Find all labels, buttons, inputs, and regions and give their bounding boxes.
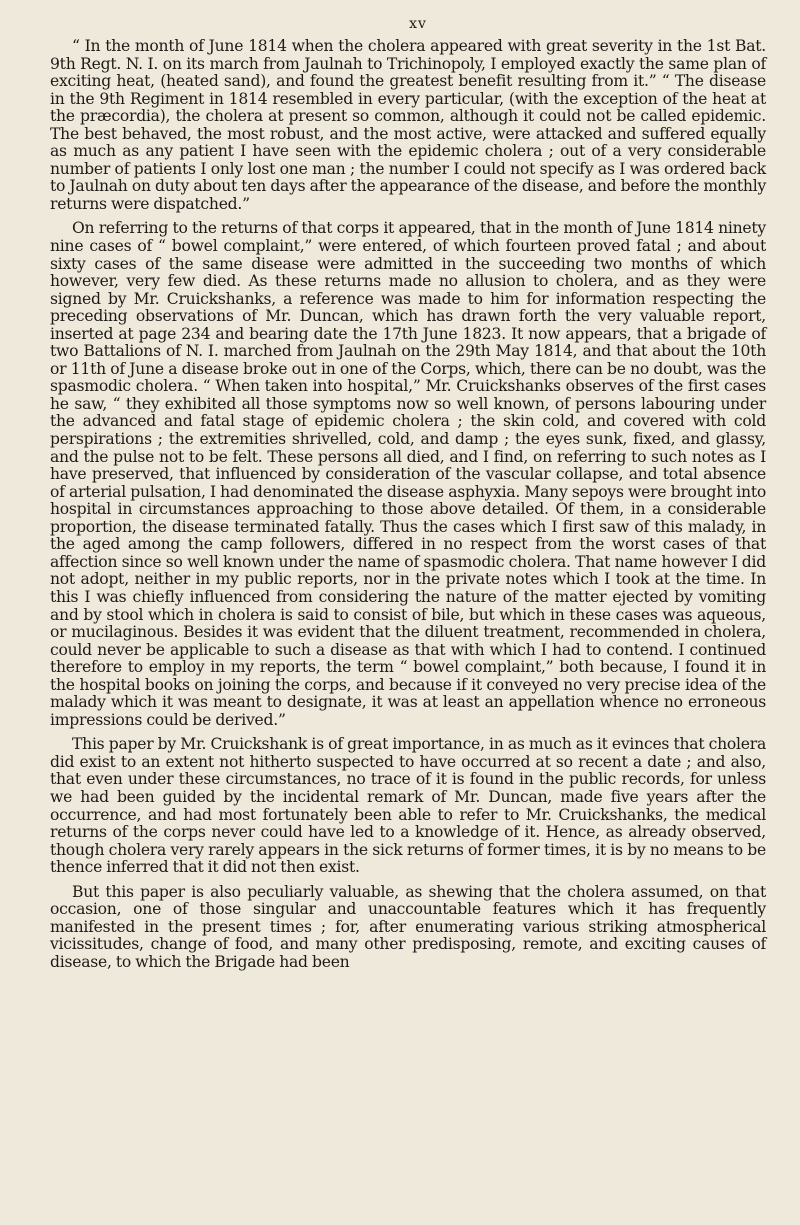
paragraph-cruickshank-importance: This paper by Mr. Cruickshank is of great importance, in as much as it evinces that cholera did exist to an extent not hitherto suspected to have occurred at so recent a date ; and also, that even under these circumstances, no trace of it is found in the public records, for unless we had been guided by the incidental remark of Mr. Duncan, made five years after the occurrence, and had most fortunately been able to refer to Mr. Cruickshanks, the medical returns of the corps never could have led to a knowledge of it. Hence, as already observed, though cholera very rarely appears in the sick returns of former times, it is by no means to be thence inferred that it did not then exist. [50,735,766,877]
paragraph-returns-reference: On referring to the returns of that corps it appeared, that in the month of June 1814 ninety nine cases of “ bowel complaint,” were entered, of which fourteen proved fatal ; and about sixty cases of the same disease were admitted in the succeeding two months of which however, very few died. As these returns made no allusion to cholera, and as they were signed by Mr. Cruickshanks, a reference was made to him for information respecting the preceding observations of Mr. Duncan, which has drawn forth the very valuable report, inserted at page 234 and bearing date the 17th June 1823. It now appears, that a brigade of two Battalions of N. I. marched from Jaulnah on the 29th May 1814, and that about the 10th or 11th of June a disease broke out in one of the Corps, which, there can be no doubt, was the spasmodic cholera. “ When taken into hospital,” Mr. Cruickshanks observes of the first cases he saw, “ they exhibited all those symptoms now so well known, of persons labouring under the advanced and fatal stage of epidemic cholera ; the skin cold, and covered with cold perspirations ; the extremities shrivelled, cold, and damp ; the eyes sunk, fixed, and glassy, and the pulse not to be felt. These persons all died, and I find, on referring to such notes as I have preserved, that influenced by consideration of the vascular collapse, and total absence of arterial pulsation, I had denominated the disease asphyxia. Many sepoys were brought into hospital in circumstances approaching to those above detailed. Of them, in a considerable proportion, the disease terminated fatally. Thus the cases which I first saw of this malady, in the aged among the camp followers, differed in no respect from the worst cases of that affection since so well known under the name of spasmodic cholera. That name however I did not adopt, neither in my public reports, nor in the private notes which I took at the time. In this I was chiefly influenced from considering the nature of the matter ejected by vomiting and by stool which in cholera is said to consist of bile, but which in these cases was aqueous, or mucilaginous. Besides it was evident that the diluent treatment, recommended in cholera, could never be applicable to such a disease as that with which I had to contend. I continued therefore to employ in my reports, the term “ bowel complaint,” both because, I found it in the hospital books on joining the corps, and because if it conveyed no very precise idea of the malady which it was meant to designate, it was at least an appellation whence no erroneous impressions could be derived.” [50,219,766,729]
paragraph-jaulnah-report: “ In the month of June 1814 when the cholera appeared with great severity in the 1st Bat. 9th Regt. N. I. on its march from Jaulnah to Trichinopoly, I employed exactly the same plan of exciting heat, (heated sand), and found the greatest benefit resulting from it.” “ The disease in the 9th Regiment in 1814 resembled in every particular, (with the exception of the heat at the præcordia), the cholera at present so common, although it could not be called epidemic. The best behaved, the most robust, and the most active, were attacked and suffered equally as much as any patient I have seen with the epidemic cholera ; out of a very considerable number of patients I only lost one man ; the number I could not specify as I was ordered back to Jaulnah on duty about ten days after the appearance of the disease, and before the monthly returns were dispatched.” [50,37,766,213]
page-number: xv [409,16,427,32]
paragraph-peculiar-features: But this paper is also peculiarly valuable, as shewing that the cholera assumed, on that occasion, one of those singular and unaccountable features which it has frequently manifested in the present times ; for, after enumerating various striking atmospherical vicissitudes, change of food, and many other predisposing, remote, and exciting causes of disease, to which the Brigade had been [50,882,766,971]
